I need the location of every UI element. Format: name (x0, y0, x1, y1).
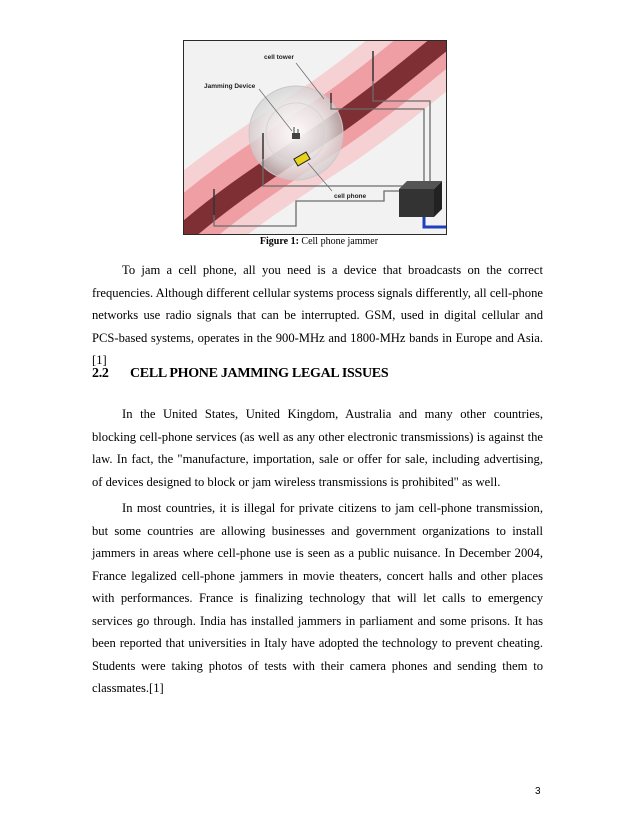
figure-caption (0, 236, 638, 247)
figure-caption-label: Figure 1: (259, 236, 299, 247)
section-heading (92, 366, 388, 382)
section-title: CELL PHONE JAMMING LEGAL ISSUES (130, 366, 389, 381)
jammer-diagram (184, 41, 446, 234)
page-number: 3 (535, 786, 541, 797)
paragraph-legal-2: In most countries, it is illegal for private citizens to jam cell-phone transmission, but some countries are allowing businesses and government organizations to install jammers in areas where cell-phone use is seen as a public nuisance. In December 2004, France legalized cell-phone jammers in movie theaters, concert halls and other places with performances. France is finalizing technology that will let calls to emergency services go through. India has installed jammers in parliament and some prisons. It has been reported that universities in Italy have adopted the technology to prevent cheating. Students were taking photos of tests with their camera phones and sending them to classmates.[1] (92, 501, 543, 695)
figure-caption-text: Cell phone jammer (301, 236, 379, 247)
label-jamming-device: Jamming Device (204, 83, 256, 90)
label-cell-phone: cell phone (334, 193, 367, 200)
paragraph-intro: To jam a cell phone, all you need is a device that broadcasts on the correct frequencies. Although different cellular systems process signals differently, all cell-phone networks use radio signals that can be interrupted. GSM, used in digital cellular and PCS-based systems, operates in the 900-MHz and 1800-MHz bands in Europe and Asia. [1] (92, 263, 543, 367)
figure-cell-phone-jammer (183, 40, 447, 235)
paragraph-legal-1: In the United States, United Kingdom, Australia and many other countries, blocking cell-phone services (as well as any other electronic transmissions) is against the law. In fact, the "manufacture, importation, sale or offer for sale, including advertising, of devices designed to block or jam wireless transmissions is prohibited" as well. (92, 407, 543, 489)
label-cell-tower: cell tower (264, 54, 294, 61)
section-number: 2.2 (92, 366, 109, 381)
